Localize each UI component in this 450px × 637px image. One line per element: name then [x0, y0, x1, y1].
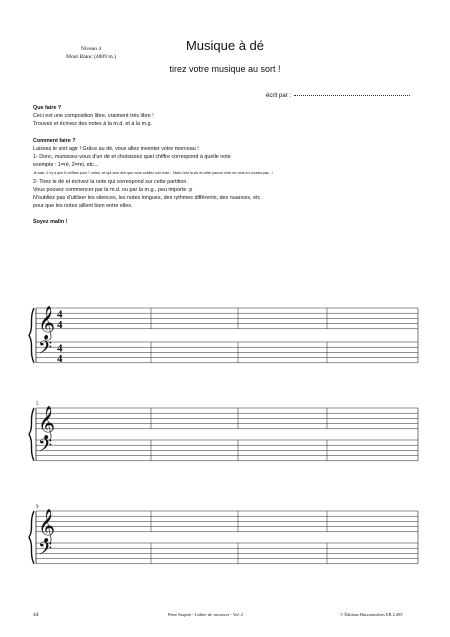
measure-number: 5	[36, 402, 39, 407]
time-signature-top: 4	[57, 342, 63, 355]
brace-icon	[29, 511, 34, 564]
level-subtitle: Mont Blanc (4809 m.)	[65, 54, 117, 60]
footer-author: Peter Saspiré -	[168, 612, 194, 617]
treble-clef-icon: 𝄞	[38, 404, 56, 439]
bass-clef-icon: 𝄢	[38, 338, 53, 363]
treble-clef-icon: 𝄞	[38, 507, 56, 542]
bass-clef-icon: 𝄢	[38, 539, 53, 564]
heading-comment-faire: Comment faire ?	[33, 137, 76, 144]
bass-clef-icon: 𝄢	[38, 436, 53, 461]
text-line: exemple : 1=ré, 2=mi, etc...	[33, 162, 99, 169]
text-line: Trouvez et écrivez des notes à la m.d. et à la m.g.	[33, 121, 153, 128]
text-line: 2- Tirez le dé et écrivez la note qui correspond sur cette partition.	[33, 178, 188, 185]
measure-number: 9	[36, 505, 39, 510]
author-label: écrit par :	[266, 93, 292, 99]
text-line: Laissez le sort agir ! Grâce au dé, vous allez inventer votre morceau !	[33, 145, 199, 152]
time-signature-bottom: 4	[57, 319, 63, 331]
heading-que-faire: Que faire ?	[33, 105, 62, 111]
brace-icon	[29, 408, 34, 461]
text-line: 1- Donc, munissez-vous d'un dé et choisissez quel chiffre correspond à quelle note	[33, 154, 231, 161]
page-subtitle: tirez votre musique au sort !	[169, 64, 281, 74]
page-title: Musique à dé	[185, 38, 265, 53]
closing-text: Soyez malin !	[33, 219, 68, 226]
treble-clef-icon: 𝄞	[38, 304, 56, 339]
score-systems[interactable]	[29, 305, 418, 564]
footer-publisher: © Éditions Buissonnières EB 2.495	[340, 612, 403, 617]
text-line: Ceci est une composition libre, vraiment très libre !	[33, 113, 154, 120]
text-line: Vous pouvez commencer par la m.d. ou par la m.g., peu importe :p	[33, 186, 193, 193]
small-note: Je sais, il n'y a que 6 chiffres pour 7 notes, ce qui veut dire que vous oubliez une note... Mais c'est la vie et cette pauvre note ne vous en voudra pas... !	[33, 171, 274, 176]
level-label: Niveau 4	[80, 46, 102, 52]
footer-credit	[168, 612, 243, 618]
text-line: pour que les notes aillent bien entre elles.	[33, 203, 133, 210]
time-signature-top: 4	[57, 308, 63, 321]
text-line: N'oubliez pas d'utiliser les silences, les notes longues, des rythmes différents, des nuances, etc	[33, 195, 261, 202]
brace-icon	[29, 308, 34, 363]
time-signature-bottom: 4	[57, 353, 63, 365]
page-number: 44	[33, 612, 39, 618]
footer-book: Cahier de vacances - Vol. 2	[194, 612, 244, 617]
